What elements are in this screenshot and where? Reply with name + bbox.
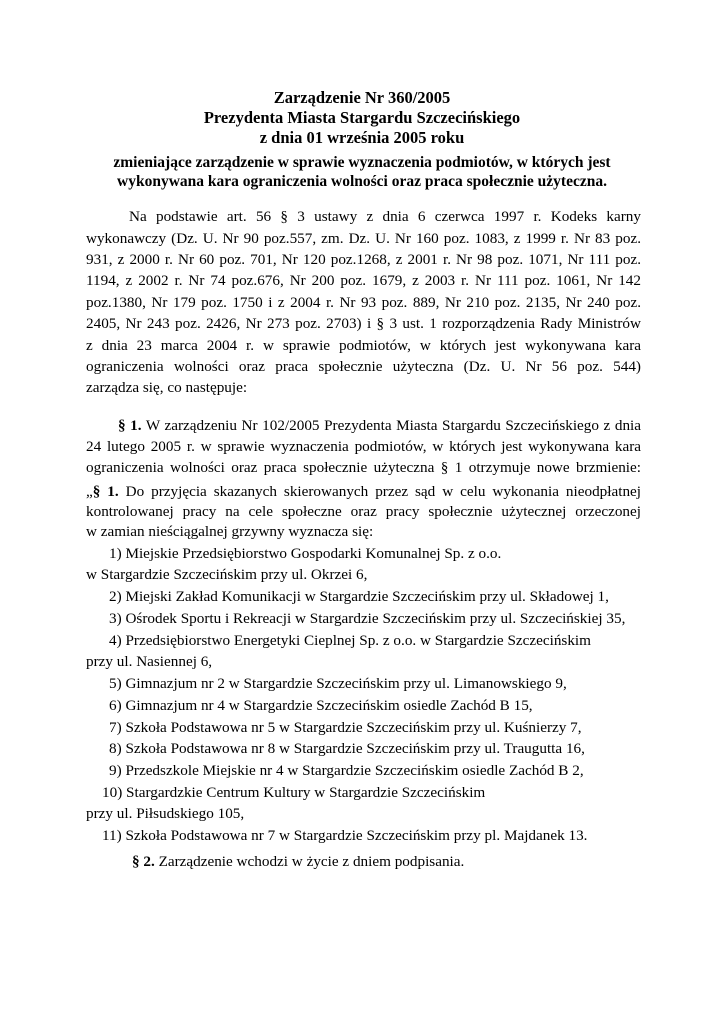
document-title-number: Zarządzenie Nr 360/2005 bbox=[273, 88, 451, 107]
preamble-line: wykonawczy (Dz. U. Nr 90 poz.557, zm. Dz. U. Nr 160 poz. 1083, z 1999 r. Nr 83 poz. bbox=[86, 230, 641, 247]
list-item-continuation: przy ul. Nasiennej 6, bbox=[86, 653, 213, 670]
document-subject-line-1: zmieniające zarządzenie w sprawie wyznaczenia podmiotów, w których jest bbox=[113, 154, 611, 171]
section-1-marker: § 1. bbox=[118, 417, 142, 434]
quoted-text: Do przyjęcia skazanych skierowanych przez sąd w celu wykonania nieodpłatnej bbox=[118, 483, 642, 500]
preamble-line: zarządza się, co następuje: bbox=[86, 379, 248, 396]
preamble-line: 2405, Nr 243 poz. 2426, Nr 273 poz. 2703) i § 3 ust. 1 rozporządzenia Rady Ministrów bbox=[86, 315, 641, 332]
list-item: 3) Ośrodek Sportu i Rekreacji w Stargardzie Szczecińskim przy ul. Szczecińskiej 35, bbox=[109, 610, 626, 627]
document-subject-line-2: wykonywana kara ograniczenia wolności oraz praca społecznie użyteczna. bbox=[117, 173, 607, 190]
document-title-date: z dnia 01 września 2005 roku bbox=[259, 128, 465, 147]
list-item-continuation: w Stargardzie Szczecińskim przy ul. Okrzei 6, bbox=[86, 566, 368, 583]
document-title-issuer: Prezydenta Miasta Stargardu Szczecińskiego bbox=[203, 108, 521, 127]
quoted-line-3: w zamian nieściągalnej grzywny wyznacza się: bbox=[86, 523, 374, 540]
preamble-line: 1194, z 2002 r. Nr 74 poz.676, Nr 200 poz. 1679, z 2003 r. Nr 111 poz. 1061, Nr 142 bbox=[86, 272, 641, 289]
section-1-line-2: 24 lutego 2005 r. w sprawie wyznaczenia podmiotów, w których jest wykonywana kara bbox=[86, 438, 641, 455]
section-1-line-1 bbox=[118, 416, 641, 435]
list-item: 6) Gimnazjum nr 4 w Stargardzie Szczecińskim osiedle Zachód B 15, bbox=[109, 697, 533, 714]
preamble-line: poz.1380, Nr 179 poz. 1750 i z 2004 r. Nr 93 poz. 889, Nr 210 poz. 2135, Nr 240 poz. bbox=[86, 294, 641, 311]
section-2 bbox=[132, 852, 464, 871]
quoted-line-2: kontrolowanej pracy na cele społeczne oraz pracy społecznie użytecznej orzeczonej bbox=[86, 503, 641, 520]
section-1-line-3: ograniczenia wolności oraz praca społecznie użyteczna § 1 otrzymuje nowe brzmienie: bbox=[86, 459, 641, 476]
list-item: 11) Szkoła Podstawowa nr 7 w Stargardzie Szczecińskim przy pl. Majdanek 13. bbox=[102, 827, 588, 844]
list-item: 4) Przedsiębiorstwo Energetyki Cieplnej Sp. z o.o. w Stargardzie Szczecińskim bbox=[109, 632, 591, 649]
list-item: 2) Miejski Zakład Komunikacji w Stargardzie Szczecińskim przy ul. Składowej 1, bbox=[109, 588, 609, 605]
quoted-line-1 bbox=[86, 482, 641, 501]
list-item: 10) Stargardzkie Centrum Kultury w Stargardzie Szczecińskim bbox=[102, 784, 486, 801]
list-item-continuation: przy ul. Piłsudskiego 105, bbox=[86, 805, 245, 822]
section-2-text: Zarządzenie wchodzi w życie z dniem podpisania. bbox=[154, 853, 465, 870]
preamble-line: z dnia 23 marca 2004 r. w sprawie podmiotów, w których jest wykonywana kara bbox=[86, 337, 641, 354]
section-2-marker: § 2. bbox=[132, 853, 155, 870]
preamble-line: Na podstawie art. 56 § 3 ustawy z dnia 6 czerwca 1997 r. Kodeks karny bbox=[129, 208, 641, 225]
list-item: 1) Miejskie Przedsiębiorstwo Gospodarki Komunalnej Sp. z o.o. bbox=[109, 545, 502, 562]
preamble-line: 931, z 2000 r. Nr 60 poz. 701, Nr 120 poz.1268, z 2001 r. Nr 98 poz. 1071, Nr 111 poz. bbox=[86, 251, 641, 268]
list-item: 9) Przedszkole Miejskie nr 4 w Stargardzie Szczecińskim osiedle Zachód B 2, bbox=[109, 762, 584, 779]
preamble-line: ograniczenia wolności oraz praca społecznie użyteczna (Dz. U. Nr 56 poz. 544) bbox=[86, 358, 641, 375]
section-1-text: W zarządzeniu Nr 102/2005 Prezydenta Miasta Stargardu Szczecińskiego z dnia bbox=[141, 417, 642, 434]
opening-quote: „ bbox=[86, 483, 93, 500]
list-item: 8) Szkoła Podstawowa nr 8 w Stargardzie Szczecińskim przy ul. Traugutta 16, bbox=[109, 740, 585, 757]
quoted-section-marker: § 1. bbox=[92, 483, 119, 500]
list-item: 7) Szkoła Podstawowa nr 5 w Stargardzie Szczecińskim przy ul. Kuśnierzy 7, bbox=[109, 719, 582, 736]
list-item: 5) Gimnazjum nr 2 w Stargardzie Szczecińskim przy ul. Limanowskiego 9, bbox=[109, 675, 567, 692]
